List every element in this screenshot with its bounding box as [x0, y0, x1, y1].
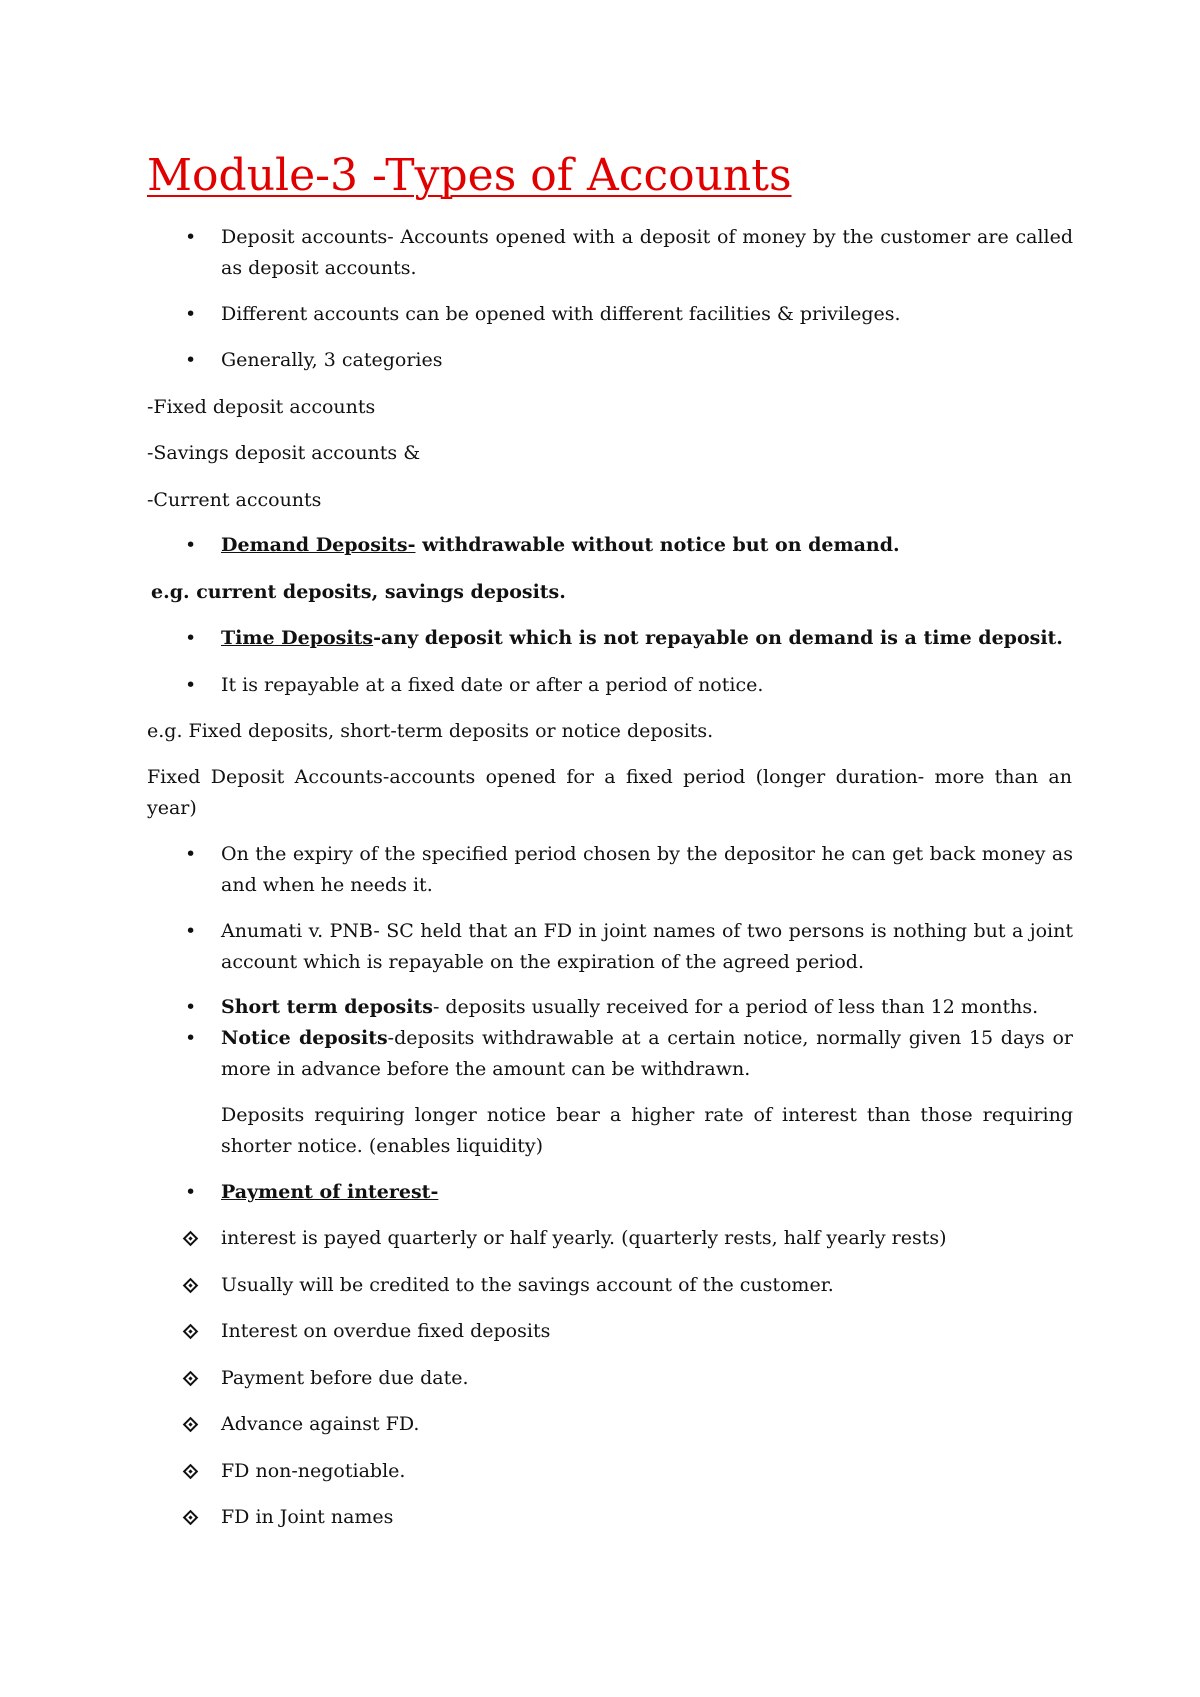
list-item-text: Generally, 3 categories	[221, 349, 443, 371]
list-item-text: FD in Joint names	[221, 1506, 394, 1528]
diamond-bullet-icon	[185, 1280, 197, 1292]
notice-extra	[185, 1100, 1073, 1162]
bullet: •	[185, 996, 197, 1018]
list-item-text: Different accounts can be opened with different facilities & privileges.	[221, 303, 901, 325]
demand-deposits-term: Demand Deposits-	[221, 534, 416, 556]
list-item-text: Usually will be credited to the savings account of the customer.	[221, 1274, 834, 1296]
list-item	[185, 916, 1073, 978]
short-term-term: Short term deposits	[221, 996, 433, 1018]
time-example: e.g. Fixed deposits, short-term deposits or notice deposits.	[147, 720, 714, 742]
bullet: •	[185, 920, 197, 942]
bullet: •	[185, 843, 197, 865]
list-item	[185, 670, 1073, 701]
list-item-text: Advance against FD.	[221, 1413, 420, 1435]
time-deposits-item	[185, 623, 1073, 654]
notice-item	[185, 1023, 1073, 1085]
list-item	[185, 839, 1073, 901]
fixed-deposit-intro: Fixed Deposit Accounts-accounts opened for a fixed period (longer duration- more than an year)	[147, 766, 1072, 819]
list-item-text: Anumati v. PNB- SC held that an FD in joint names of two persons is nothing but a joint account which is repayable on the expiration of the agreed period.	[221, 920, 1073, 973]
list-item-text: Payment before due date.	[221, 1367, 469, 1389]
list-item-text: On the expiry of the specified period chosen by the depositor he can get back money as and when he needs it.	[221, 843, 1073, 896]
demand-deposits-definition: withdrawable without notice but on demand.	[415, 534, 900, 556]
list-item-text: FD non-negotiable.	[221, 1460, 406, 1482]
list-item	[185, 1223, 1073, 1254]
payment-heading-item	[185, 1177, 1073, 1208]
bullet: •	[185, 303, 197, 325]
bullet: •	[185, 349, 197, 371]
payment-heading: Payment of interest-	[221, 1181, 439, 1203]
demand-deposits-item	[185, 530, 1073, 561]
bullet: •	[185, 674, 197, 696]
list-item	[185, 345, 1073, 376]
diamond-bullet-icon	[185, 1326, 197, 1338]
list-item	[185, 1502, 1073, 1533]
diamond-bullet-icon	[185, 1373, 197, 1385]
category-line: -Current accounts	[147, 489, 322, 511]
bullet: •	[185, 1181, 197, 1203]
time-deposits-term: Time Deposits	[221, 627, 374, 649]
diamond-bullet-icon	[185, 1419, 197, 1431]
category-line: -Fixed deposit accounts	[147, 396, 376, 418]
list-item-text: Interest on overdue fixed deposits	[221, 1320, 551, 1342]
list-item	[185, 1270, 1073, 1301]
list-item	[185, 1363, 1073, 1394]
list-item	[185, 299, 1073, 330]
short-term-item	[185, 992, 1073, 1023]
category-line: -Savings deposit accounts &	[147, 442, 421, 464]
time-deposits-note: It is repayable at a fixed date or after a period of notice.	[221, 674, 764, 696]
bullet: •	[185, 226, 197, 248]
list-item-text: Deposit accounts- Accounts opened with a deposit of money by the customer are called as deposit accounts.	[221, 226, 1073, 279]
demand-example: e.g. current deposits, savings deposits.	[151, 581, 566, 603]
list-item	[185, 1409, 1073, 1440]
bullet: •	[185, 627, 197, 649]
list-item-text: interest is payed quarterly or half yearly. (quarterly rests, half yearly rests)	[221, 1227, 947, 1249]
list-item	[185, 1456, 1073, 1487]
bullet: •	[185, 534, 197, 556]
short-term-definition: - deposits usually received for a period of less than 12 months.	[432, 996, 1039, 1018]
list-item	[185, 222, 1073, 284]
bullet: •	[185, 1027, 197, 1049]
diamond-bullet-icon	[185, 1466, 197, 1478]
notice-extra-text: Deposits requiring longer notice bear a higher rate of interest than those requiring shorter notice. (enables liquidity)	[221, 1104, 1073, 1157]
notice-definition: -deposits withdrawable at a certain notice, normally given 15 days or more in advance before the amount can be withdrawn.	[221, 1027, 1073, 1080]
notice-term: Notice deposits	[221, 1027, 388, 1049]
time-deposits-definition: -any deposit which is not repayable on demand is a time deposit.	[373, 627, 1063, 649]
page-title: Module-3 -Types of Accounts	[147, 150, 792, 201]
diamond-bullet-icon	[185, 1512, 197, 1524]
list-item	[185, 1316, 1073, 1347]
diamond-bullet-icon	[185, 1233, 197, 1245]
